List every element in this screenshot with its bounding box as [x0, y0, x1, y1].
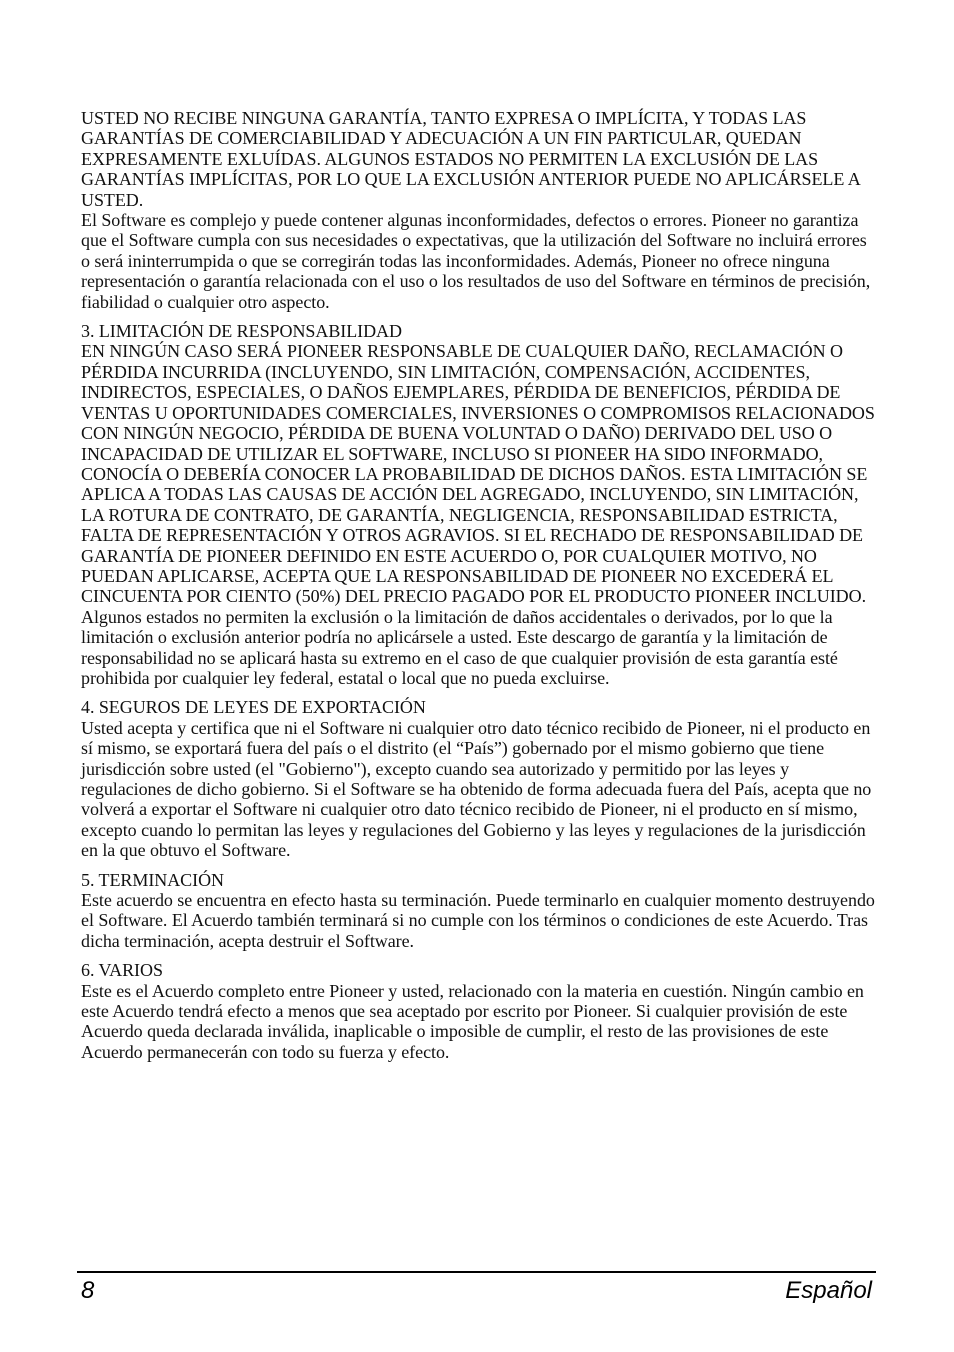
- section-5-text: Este acuerdo se encuentra en efecto hasta su terminación. Puede terminarlo en cualquier momento destruyendo el Software. El Acuerdo también terminará si no cumple con los términos o condiciones de este Acuerdo. Tras dicha terminación, acepta destruir el Software.: [81, 890, 875, 951]
- page-language-label: Español: [785, 1277, 872, 1304]
- section-4-text: Usted acepta y certifica que ni el Software ni cualquier otro dato técnico recibido de Pioneer, ni el producto en sí mismo, se exportará fuera del país o el distrito (el “País”) gobernado por el mismo gobierno que tiene jurisdicción sobre usted (el "Gobierno"), excepto cuando sea autorizado y permitido por las leyes y regulaciones de dicho gobierno. Si el Software se ha obtenido de forma adecuada fuera del País, acepta que no volverá a exportar el Software ni cualquier otro dato técnico recibido de Pioneer, ni el producto en sí mismo, excepto cuando lo permitan las leyes y regulaciones del Gobierno y las leyes y regulaciones de la jurisdicción en la que obtuvo el Software.: [81, 717, 872, 861]
- warranty-disclaimer-text: El Software es complejo y puede contener algunas inconformidades, defectos o errores. Pioneer no garantiza que el Software cumpla con sus necesidades o expectativas, que la utilización del Software no incluirá errores o será ininterrumpida o que se corregirán todas las inconformidades. Además, Pioneer no ofrece ninguna representación o garantía relacionada con el uso o los resultados de uso del Software en términos de precisión, fiabilidad o cualquier otro aspecto.: [81, 210, 871, 312]
- section-3-heading: 3. LIMITACIÓN DE RESPONSABILIDAD: [81, 321, 402, 342]
- section-4-heading: 4. SEGUROS DE LEYES DE EXPORTACIÓN: [81, 697, 426, 718]
- document-body: [81, 108, 877, 1062]
- section-5-heading: 5. TERMINACIÓN: [81, 869, 224, 890]
- section-6-heading: 6. VARIOS: [81, 960, 163, 981]
- section-3-text: Algunos estados no permiten la exclusión o la limitación de daños accidentales o derivados, por lo que la limitación o exclusión anterior podría no aplicársele a usted. Este descargo de garantía y la limitación de responsabilidad no se aplicará hasta su extremo en el caso de que cualquier provisión de esta garantía esté prohibida por cualquier ley federal, estatal o local que no pueda excluirse.: [81, 606, 838, 688]
- footer-divider: [77, 1271, 876, 1273]
- warranty-disclaimer-caps: USTED NO RECIBE NINGUNA GARANTÍA, TANTO EXPRESA O IMPLÍCITA, Y TODAS LAS GARANTÍAS DE COMERCIABILIDAD Y ADECUACIÓN A UN FIN PARTICULAR, QUEDAN EXPRESAMENTE EXLUÍDAS. ALGUNOS ESTADOS NO PERMITEN LA EXCLUSIÓN DE LAS GARANTÍAS IMPLÍCITAS, POR LO QUE LA EXCLUSIÓN ANTERIOR PUEDE NO APLICÁRSELE A USTED.: [81, 108, 860, 210]
- section-3-caps-text: EN NINGÚN CASO SERÁ PIONEER RESPONSABLE DE CUALQUIER DAÑO, RECLAMACIÓN O PÉRDIDA INCURRIDA (INCLUYENDO, SIN LIMITACIÓN, COMPENSACIÓN, ACCIDENTES, INDIRECTOS, ESPECIALES, O DAÑOS EJEMPLARES, PÉRDIDA DE BENEFICIOS, PÉRDIDA DE VENTAS U OPORTUNIDADES COMERCIALES, INVERSIONES O COMPROMISOS RELACIONADOS CON NINGÚN NEGOCIO, PÉRDIDA DE BUENA VOLUNTAD O DAÑO) DERIVADO DEL USO O INCAPACIDAD DE UTILIZAR EL SOFTWARE, INCLUSO SI PIONEER HA SIDO INFORMADO, CONOCÍA O DEBERÍA CONOCER LA PROBABILIDAD DE DICHOS DAÑOS. ESTA LIMITACIÓN SE APLICA A TODAS LAS CAUSAS DE ACCIÓN DEL AGREGADO, INCLUYENDO, SIN LIMITACIÓN, LA ROTURA DE CONTRATO, DE GARANTÍA, NEGLIGENCIA, RESPONSABILIDAD ESTRICTA, FALTA DE REPRESENTACIÓN Y OTROS AGRAVIOS. SI EL RECHADO DE RESPONSABILIDAD DE GARANTÍA DE PIONEER DEFINIDO EN ESTE ACUERDO O, POR CUALQUIER MOTIVO, NO PUEDAN APLICARSE, ACEPTA QUE LA RESPONSABILIDAD DE PIONEER NO EXCEDERÁ EL CINCUENTA POR CIENTO (50%) DEL PRECIO PAGADO POR EL PRODUCTO PIONEER INCLUIDO.: [81, 341, 875, 607]
- page-number: 8: [81, 1277, 95, 1304]
- section-6-text: Este es el Acuerdo completo entre Pioneer y usted, relacionado con la materia en cuestión. Ningún cambio en este Acuerdo tendrá efecto a menos que sea aceptado por escrito por Pioneer. Si cualquier provisión de este Acuerdo queda declarada inválida, inaplicable o imposible de cumplir, el resto de las provisiones de este Acuerdo permanecerán con todo su fuerza y efecto.: [81, 980, 864, 1062]
